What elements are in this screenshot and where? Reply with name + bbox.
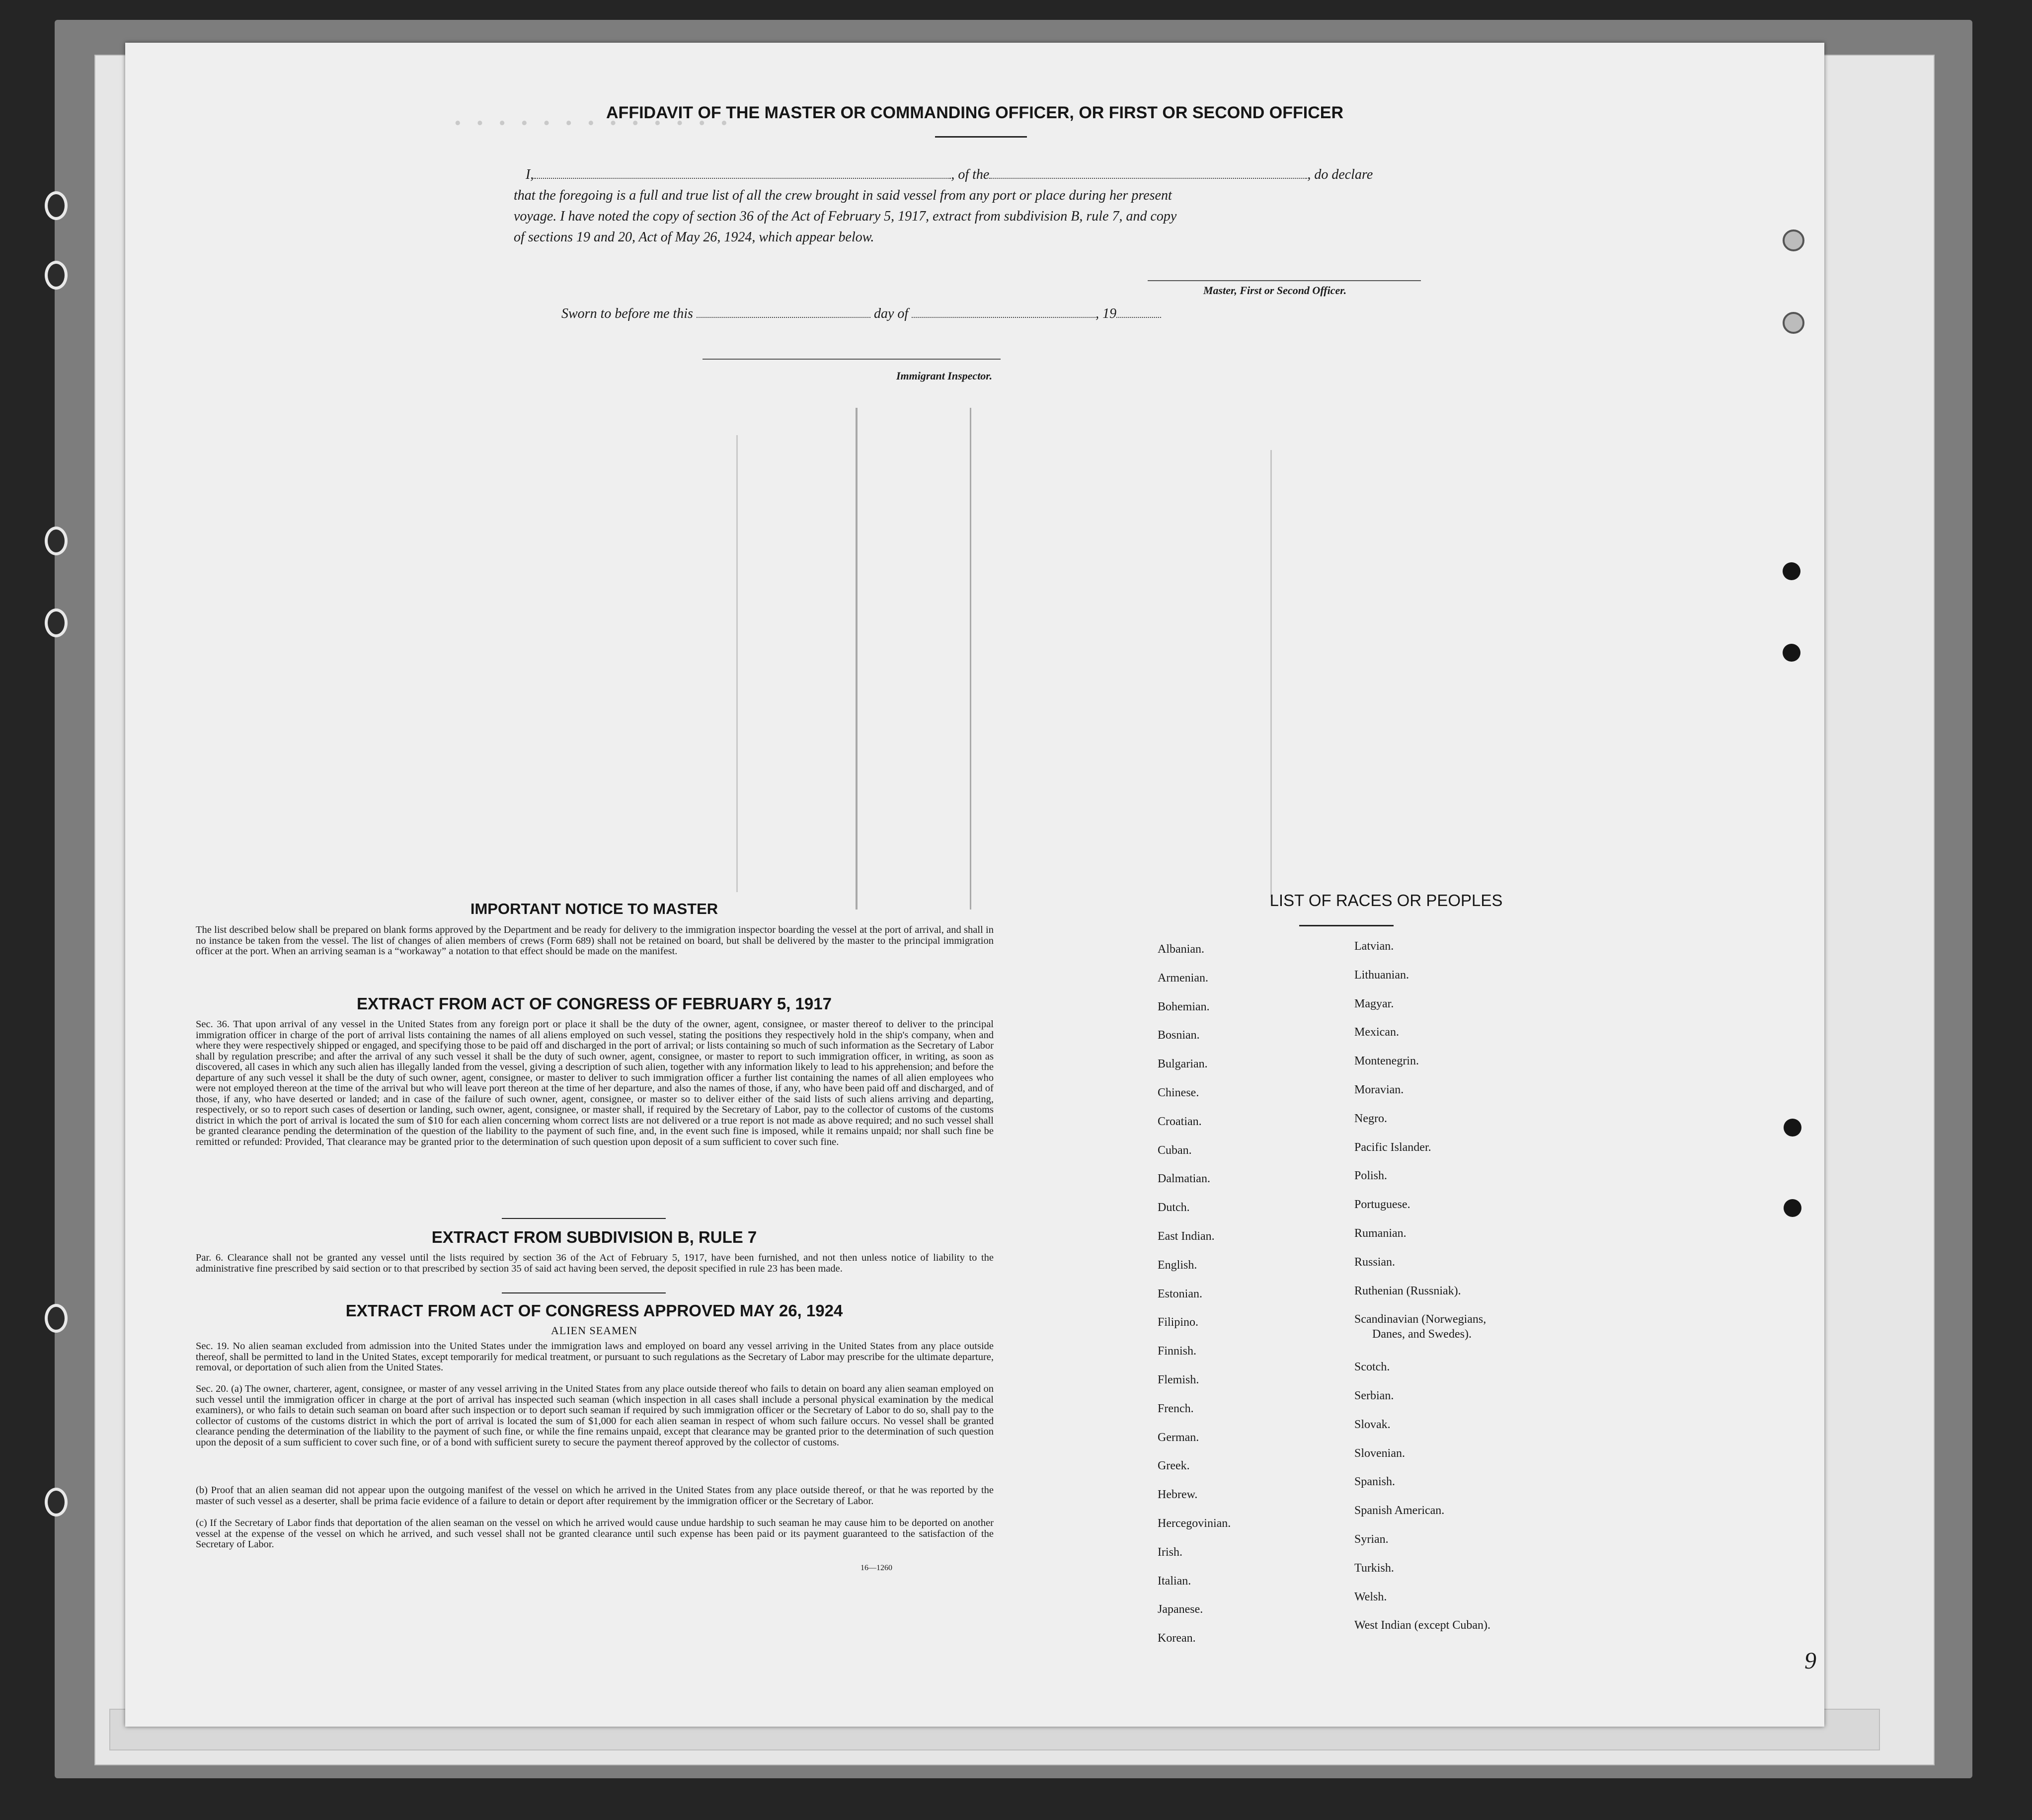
sworn-line (561, 306, 1161, 322)
race-item: Slovenian. (1354, 1446, 1405, 1460)
punch-hole (1783, 644, 1800, 662)
bleed-through-column-rule (970, 408, 971, 910)
form-number: 16—1260 (860, 1564, 892, 1572)
declaration-line-3: voyage. I have noted the copy of section 36 of the Act of February 5, 1917, extract from subdivision B, rule 7, and copy (514, 209, 1177, 224)
race-item: Cuban. (1158, 1143, 1192, 1157)
alien-seamen-subtitle: ALIEN SEAMEN (551, 1324, 637, 1337)
declarant-name-field[interactable] (534, 178, 951, 179)
race-item: Japanese. (1158, 1603, 1203, 1616)
race-item: Slovak. (1354, 1418, 1391, 1431)
race-item: Finnish. (1158, 1345, 1197, 1358)
bleed-through-heading: · · · · · · · · · · · · · (453, 108, 732, 139)
signature-caption: Master, First or Second Officer. (1203, 284, 1347, 297)
race-item: Polish. (1354, 1169, 1388, 1183)
race-item: Rumanian. (1354, 1227, 1407, 1240)
signature-line[interactable] (1148, 280, 1421, 281)
race-item: Latvian. (1354, 940, 1394, 953)
race-item: Korean. (1158, 1632, 1196, 1645)
race-item: Negro. (1354, 1112, 1387, 1125)
race-item: Greek. (1158, 1459, 1190, 1473)
race-item: Mexican. (1354, 1026, 1399, 1039)
year-prefix: , 19 (1095, 306, 1117, 321)
extract-1917-text: Sec. 36. That upon arrival of any vessel in the United States from any foreign port or place it shall be the duty of the owner, agent, consignee, or master thereof to deliver to the principal immigration officer in charge of the port of arrival lists containing the names of all aliens employed on such vessel, stating the positions they respectively hold in the ship's company, when and where they were respectively shipped or engaged, and specifying those to be paid off and discharged in the port of arrival; or lists containing so much of such information as the Secretary of Labor shall by regulation prescribe; and after the arrival of any such vessel it shall be the duty of such owner, agent, consignee, or master to report to such immigration officer, in writing, as soon as discovered, all cases in which any such alien has illegally landed from the vessel, giving a description of such alien, together with any information likely to lead to his apprehension; and before the departure of any such vessel it shall be the duty of such owner, agent, consignee, or master to deliver to such immigration officer a further list containing the names of all alien employees who were not employed thereon at the time of the arrival but who will leave port thereon at the time of her departure, and also the names of those, if any, who have been paid off and discharged, and of those, if any, who have deserted or landed; and in case of the failure of such owner, agent, consignee, or master so to deliver either of the said lists of such aliens arriving and departing, respectively, or so to report such cases of desertion or landing, such owner, agent, consignee, or master shall, if required by the Secretary of Labor, pay to the collector of customs of the customs district in which the port of arrival is located the sum of $10 for each alien concerning whom correct lists are not delivered or a true report is not made as above required; and no such vessel shall be granted clearance pending the determination of the question of the liability to the payment of such fine, and, in the event such fine is imposed, while it remains unpaid; nor shall such fine be remitted or refunded: Provided, That clearance may be granted prior to the determination of such question upon deposit of a sum sufficient to cover such fine. (196, 1019, 994, 1147)
race-item: Dutch. (1158, 1201, 1190, 1214)
extract-rule7-text: Par. 6. Clearance shall not be granted any vessel until the lists required by section 36 of the Act of February 5, 1917, have been furnished, and not then unless notice of liability to the administrative fine prescribed by said section or to that prescribed by section 35 of said act having been served, the deposit specified in rule 23 has been made. (196, 1252, 994, 1274)
race-item: West Indian (except Cuban). (1354, 1619, 1490, 1632)
race-item: Croatian. (1158, 1115, 1202, 1128)
extract-1917-title: EXTRACT FROM ACT OF CONGRESS OF FEBRUARY 5, 1917 (357, 994, 832, 1013)
race-item: Hebrew. (1158, 1488, 1198, 1502)
binder-hole (45, 1304, 68, 1333)
race-item: Irish. (1158, 1545, 1182, 1559)
binder-hole (45, 191, 68, 220)
sworn-day-field[interactable] (697, 317, 870, 318)
race-item: Russian. (1354, 1255, 1396, 1269)
sworn-month-field[interactable] (912, 317, 1095, 318)
race-item: English. (1158, 1258, 1197, 1272)
declarant-prefix: I, (526, 167, 534, 182)
sec20b-text: (b) Proof that an alien seaman did not appear upon the outgoing manifest of the vessel on which he arrived in the United States from any place outside thereof, or that he was reported by the master of such vessel as a deserter, shall be prima facie evidence of a failure to detain or deport after requirement by the immigration officer or the Secretary of Labor. (196, 1485, 994, 1507)
race-item: Scotch. (1354, 1361, 1390, 1374)
sec20c-text: (c) If the Secretary of Labor finds that deportation of the alien seaman on the vessel on which he arrived would cause undue hardship to such seaman he may cause him to be deported on another vessel at the expense of the vessel on which he arrived, and such vessel shall not be granted clearance until such expense has been paid or its payment guaranteed to the satisfaction of the Secretary of Labor. (196, 1517, 994, 1550)
punch-hole (1784, 1199, 1801, 1217)
punch-hole (1783, 312, 1804, 334)
race-item: Syrian. (1354, 1533, 1389, 1546)
race-item: Lithuanian. (1354, 968, 1409, 982)
race-item: Italian. (1158, 1574, 1191, 1588)
punch-hole (1783, 229, 1804, 251)
extract-rule7-title: EXTRACT FROM SUBDIVISION B, RULE 7 (431, 1228, 757, 1246)
races-title: LIST OF RACES OR PEOPLES (1269, 891, 1503, 910)
inspector-signature-line[interactable] (703, 359, 1001, 360)
race-item: Chinese. (1158, 1086, 1199, 1099)
race-item: Welsh. (1354, 1590, 1387, 1603)
declaration-suffix: , do declare (1307, 167, 1373, 182)
race-item: Portuguese. (1354, 1198, 1410, 1212)
race-item: Pacific Islander. (1354, 1140, 1431, 1154)
declaration-line-2: that the foregoing is a full and true list of all the crew brought in said vessel from any port or place during her present (514, 188, 1172, 203)
section-divider (502, 1292, 666, 1293)
race-item: Hercegovinian. (1158, 1517, 1231, 1530)
race-item: Bosnian. (1158, 1029, 1200, 1042)
races-title-underline (1299, 925, 1394, 926)
race-item: East Indian. (1158, 1230, 1215, 1243)
race-item: Bulgarian. (1158, 1058, 1208, 1071)
bleed-through-column-rule (856, 408, 858, 910)
binder-hole (45, 261, 68, 290)
sec20a-text: Sec. 20. (a) The owner, charterer, agent, consignee, or master of any vessel arriving in the United States from any place outside thereof who fails to detain on board any alien seaman employed on such vessel until the immigration officer in charge at the port of arrival has inspected such seaman (which inspection in all cases shall include a personal physical examination by the medical examiners), or who fails to detain such seaman on board after such inspection or to deport such seaman if required by such immigration officer or the Secretary of Labor to do so, shall pay to the collector of customs of the customs district in which the port of arrival is located the sum of $1,000 for each alien seaman in respect of whom such failure occurs. No vessel shall be granted clearance pending the determination of the liability to the payment of such fine, or while the fine remains unpaid, except that clearance may be granted prior to the determination of such question upon the deposit of a sum sufficient to cover such fine, or of a bond with sufficient surety to secure the payment thereof approved by the collector of customs. (196, 1383, 994, 1448)
bleed-through-column-rule (736, 435, 738, 892)
inspector-caption: Immigrant Inspector. (896, 370, 993, 382)
extract-1924-title: EXTRACT FROM ACT OF CONGRESS APPROVED MAY 26, 1924 (345, 1301, 843, 1320)
race-item: Filipino. (1158, 1316, 1199, 1329)
race-item: Spanish American. (1354, 1504, 1445, 1517)
race-item: Flemish. (1158, 1373, 1199, 1386)
race-item: Serbian. (1354, 1389, 1394, 1402)
race-item: Albanian. (1158, 943, 1204, 956)
sworn-prefix: Sworn to before me this (561, 306, 693, 321)
affidavit-title: AFFIDAVIT OF THE MASTER OR COMMANDING OFFICER, OR FIRST OR SECOND OFFICER (606, 103, 1343, 122)
race-item: Magyar. (1354, 997, 1394, 1010)
bleed-through-column-rule (1270, 450, 1272, 897)
vessel-name-field[interactable] (989, 178, 1307, 179)
race-item: Estonian. (1158, 1287, 1202, 1300)
race-item: Montenegrin. (1354, 1055, 1419, 1068)
title-underline (935, 136, 1027, 138)
document-page (125, 43, 1824, 1727)
declaration-line-4: of sections 19 and 20, Act of May 26, 1924, which appear below. (514, 229, 874, 245)
race-item: Ruthenian (Russniak). (1354, 1284, 1461, 1297)
day-of-label: day of (873, 306, 909, 321)
race-item: Moravian. (1354, 1083, 1404, 1096)
binder-hole (45, 608, 68, 637)
race-item: Armenian. (1158, 971, 1208, 985)
section-divider (502, 1218, 666, 1219)
race-item: French. (1158, 1402, 1194, 1415)
sworn-year-field[interactable] (1116, 317, 1161, 318)
binder-hole (45, 1488, 68, 1517)
binder-hole (45, 527, 68, 555)
sec19-text: Sec. 19. No alien seaman excluded from admission into the United States under the immigration laws and employed on board any vessel arriving in the United States from any place outside thereof, shall be permitted to land in the United States, except temporarily for medical treatment, or pursuant to such regulations as the Secretary of Labor may prescribe for the ultimate departure, removal, or deportation of such alien from the United States. (196, 1341, 994, 1373)
declaration-line-1 (526, 167, 1373, 183)
vessel-prefix: , of the (951, 167, 990, 182)
race-item: Danes, and Swedes). (1372, 1328, 1472, 1341)
race-item: Turkish. (1354, 1561, 1394, 1575)
punch-hole (1784, 1119, 1801, 1137)
handwritten-page-number: 9 (1804, 1648, 1816, 1674)
race-item: German. (1158, 1431, 1199, 1444)
race-item: Dalmatian. (1158, 1172, 1210, 1186)
race-item: Spanish. (1354, 1475, 1396, 1489)
notice-text: The list described below shall be prepared on blank forms approved by the Department and be ready for delivery to the immigration inspector boarding the vessel at the port of arrival, and shall in no instance be taken from the vessel. The list of changes of alien members of crews (Form 689) shall not be retained on board, but shall be delivered by the master to the principal immigration officer at the port. When an arriving seaman is a “workaway” a notation to that effect should be made on the manifest. (196, 924, 994, 957)
race-item: Bohemian. (1158, 1000, 1210, 1013)
race-item: Scandinavian (Norwegians, (1354, 1313, 1486, 1326)
notice-title: IMPORTANT NOTICE TO MASTER (470, 900, 718, 917)
punch-hole (1783, 562, 1800, 580)
